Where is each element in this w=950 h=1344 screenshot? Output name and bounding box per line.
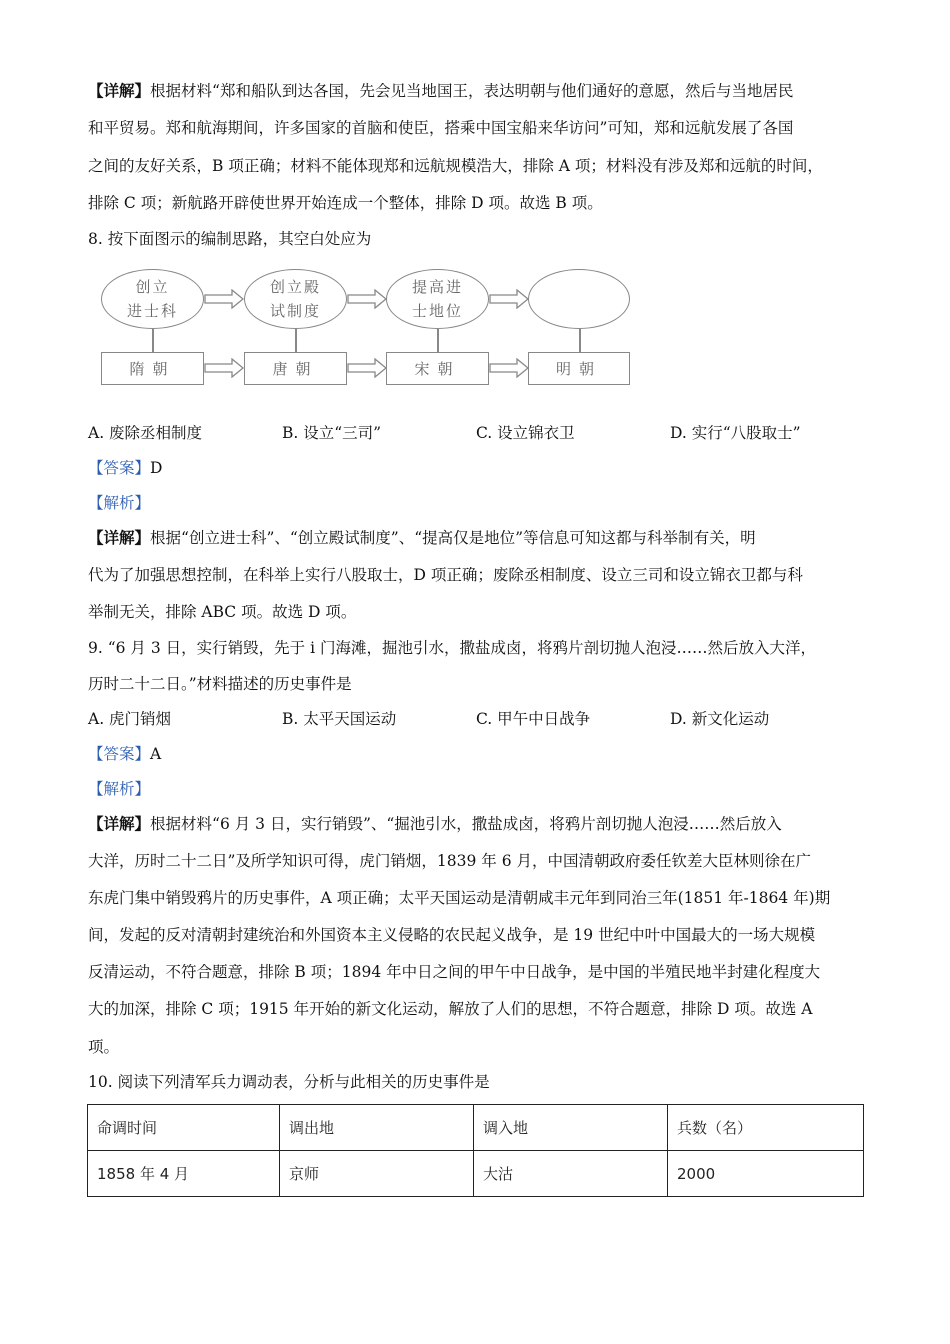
table-header-cell: 兵数（名） xyxy=(668,1105,864,1151)
q9-detail-line-5: 反清运动，不符合题意，排除 B 项；1894 年中日之间的甲午中日战争，是中国的半殖民地半封建化程度大 xyxy=(88,963,821,981)
q8-option-d: D. 实行“八股取士” xyxy=(670,424,801,442)
q9-option-a: A. 虎门销烟 xyxy=(88,710,172,728)
diagram-box-sui: 隋朝 xyxy=(101,352,204,385)
q8-option-a: A. 废除丞相制度 xyxy=(88,424,203,442)
diagram-ellipse-blank xyxy=(528,269,630,329)
diagram-ellipse-1: 创立 进士科 xyxy=(101,269,204,329)
q7-detail-line-4: 排除 C 项；新航路开辟使世界开始连成一个整体，排除 D 项。故选 B 项。 xyxy=(88,194,603,212)
q9-detail-line-1: 【详解】根据材料“6 月 3 日，实行销毁”、“掘池引水，撒盐成卤，将鸦片剖切抛人泡浸……然后放入 xyxy=(88,814,782,833)
diagram-ellipse-3: 提高进 士地位 xyxy=(386,269,489,329)
q9-stem-line-2: 历时二十二日。”材料描述的历史事件是 xyxy=(88,675,352,693)
q10-stem: 10. 阅读下列清军兵力调动表，分析与此相关的历史事件是 xyxy=(88,1073,490,1091)
q9-answer: 【答案】A xyxy=(88,745,162,763)
q9-option-d: D. 新文化运动 xyxy=(670,710,770,728)
q9-option-c: C. 甲午中日战争 xyxy=(476,710,591,728)
q8-detail-line-3: 举制无关，排除 ABC 项。故选 D 项。 xyxy=(88,603,357,621)
table-row xyxy=(88,1151,864,1197)
arrow-right-icon xyxy=(489,358,529,378)
q8-detail-line-2: 代为了加强思想控制，在科举上实行八股取士，D 项正确；废除丞相制度、设立三司和设立锦衣卫都与科 xyxy=(88,566,803,584)
table-cell: 京师 xyxy=(280,1151,474,1197)
q7-detail-line-3: 之间的友好关系，B 项正确；材料不能体现郑和远航规模浩大，排除 A 项；材料没有涉及郑和远航的时间， xyxy=(88,157,823,175)
q7-detail-line-1: 【详解】根据材料“郑和船队到达各国，先会见当地国王，表达明朝与他们通好的意愿，然后与当地居民 xyxy=(88,81,794,100)
q8-detail-line-1: 【详解】根据“创立进士科”、“创立殿试制度”、“提高仅是地位”等信息可知这都与科举制有关，明 xyxy=(88,528,756,547)
q9-detail-line-6: 大的加深，排除 C 项；1915 年开始的新文化运动，解放了人们的思想，不符合题意，排除 D 项。故选 A xyxy=(88,1000,813,1018)
diagram-box-tang: 唐朝 xyxy=(244,352,347,385)
arrow-right-icon xyxy=(204,358,244,378)
table-cell: 1858 年 4 月 xyxy=(88,1151,280,1197)
q9-detail-line-7: 项。 xyxy=(88,1038,120,1056)
q8-stem: 8. 按下面图示的编制思路，其空白处应为 xyxy=(88,230,372,248)
detail-tag: 【详解】 xyxy=(88,81,151,100)
q8-option-c: C. 设立锦衣卫 xyxy=(476,424,575,442)
q8-answer: 【答案】D xyxy=(88,459,163,477)
q8-analysis-tag: 【解析】 xyxy=(88,494,151,512)
table-header-cell: 命调时间 xyxy=(88,1105,280,1151)
q9-detail-line-3: 东虎门集中销毁鸦片的历史事件，A 项正确；太平天国运动是清朝咸丰元年到同治三年(1851 年-1864 年)期 xyxy=(88,889,831,907)
arrow-right-icon xyxy=(204,289,244,309)
q9-detail-line-2: 大洋，历时二十二日”及所学知识可得，虎门销烟，1839 年 6 月，中国清朝政府委任钦差大臣林则徐在广 xyxy=(88,852,812,870)
arrow-right-icon xyxy=(347,358,387,378)
q7-detail-line-2: 和平贸易。郑和航海期间，许多国家的首脑和使臣，搭乘中国宝船来华访问”可知，郑和远航发展了各国 xyxy=(88,119,794,137)
q9-option-b: B. 太平天国运动 xyxy=(282,710,397,728)
q8-option-b: B. 设立“三司” xyxy=(282,424,382,442)
table-header-cell: 调出地 xyxy=(280,1105,474,1151)
diagram-box-ming: 明朝 xyxy=(528,352,630,385)
q9-stem-line-1: 9. “6 月 3 日，实行销毁，先于 i 门海滩，掘池引水，撒盐成卤，将鸦片剖切抛人泡浸……然后放入大洋， xyxy=(88,639,816,657)
table-header-cell: 调入地 xyxy=(474,1105,668,1151)
q9-analysis-tag: 【解析】 xyxy=(88,780,151,798)
q9-detail-line-4: 间，发起的反对清朝封建统治和外国资本主义侵略的农民起义战争，是 19 世纪中叶中国最大的一场大规模 xyxy=(88,926,816,944)
arrow-right-icon xyxy=(347,289,387,309)
table-cell: 大沽 xyxy=(474,1151,668,1197)
diagram-ellipse-2: 创立殿 试制度 xyxy=(244,269,347,329)
table-header-row xyxy=(88,1105,864,1151)
table-cell: 2000 xyxy=(668,1151,864,1197)
diagram-box-song: 宋朝 xyxy=(386,352,489,385)
troop-deployment-table xyxy=(87,1104,864,1197)
arrow-right-icon xyxy=(489,289,529,309)
